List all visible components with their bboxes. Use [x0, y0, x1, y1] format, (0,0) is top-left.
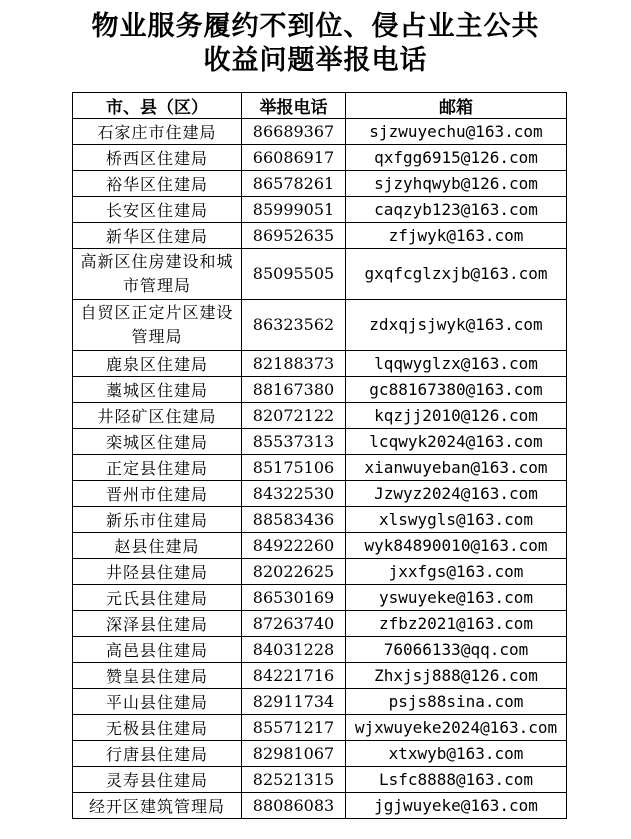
unit-cell: 井陉矿区住建局	[73, 403, 242, 429]
phone-cell: 82981067	[242, 741, 346, 767]
unit-cell: 鹿泉区住建局	[73, 351, 242, 377]
table-row	[73, 119, 567, 145]
unit-cell: 高邑县住建局	[73, 637, 242, 663]
table-row	[73, 663, 567, 689]
unit-cell: 赞皇县住建局	[73, 663, 242, 689]
email-cell: wyk84890010@163.com	[346, 533, 567, 559]
table-row	[73, 507, 567, 533]
unit-cell: 正定县住建局	[73, 455, 242, 481]
email-cell: zdxqjsjwyk@163.com	[346, 300, 567, 351]
unit-cell: 栾城区住建局	[73, 429, 242, 455]
phone-cell: 86323562	[242, 300, 346, 351]
unit-cell: 晋州市住建局	[73, 481, 242, 507]
unit-cell: 自贸区正定片区建设管理局	[73, 300, 242, 351]
unit-cell: 行唐县住建局	[73, 741, 242, 767]
unit-cell: 裕华区住建局	[73, 171, 242, 197]
unit-cell: 长安区住建局	[73, 197, 242, 223]
phone-cell: 82521315	[242, 767, 346, 793]
table-row	[73, 533, 567, 559]
table-row	[73, 481, 567, 507]
phone-cell: 88086083	[242, 793, 346, 819]
table-row	[73, 377, 567, 403]
table-row	[73, 145, 567, 171]
email-cell: xianwuyeban@163.com	[346, 455, 567, 481]
unit-cell: 高新区住房建设和城市管理局	[73, 249, 242, 300]
table-row	[73, 429, 567, 455]
unit-cell: 藁城区住建局	[73, 377, 242, 403]
table-row	[73, 585, 567, 611]
unit-cell: 桥西区住建局	[73, 145, 242, 171]
table-row	[73, 637, 567, 663]
unit-cell: 平山县住建局	[73, 689, 242, 715]
table-row	[73, 455, 567, 481]
email-cell: jxxfgs@163.com	[346, 559, 567, 585]
unit-cell: 新华区住建局	[73, 223, 242, 249]
phone-cell: 86952635	[242, 223, 346, 249]
column-header-unit: 市、县（区）	[73, 93, 242, 119]
unit-cell: 井陉县住建局	[73, 559, 242, 585]
table-row	[73, 611, 567, 637]
email-cell: kqzjj2010@126.com	[346, 403, 567, 429]
email-cell: sjzyhqwyb@126.com	[346, 171, 567, 197]
email-cell: jgjwuyeke@163.com	[346, 793, 567, 819]
phone-cell: 85999051	[242, 197, 346, 223]
table-row	[73, 741, 567, 767]
document-title-line-2: 收益问题举报电话	[203, 45, 428, 76]
phone-cell: 85095505	[242, 249, 346, 300]
table-row	[73, 715, 567, 741]
email-cell: 76066133@qq.com	[346, 637, 567, 663]
email-cell: psjs88sina.com	[346, 689, 567, 715]
table-row	[73, 197, 567, 223]
table-row	[73, 351, 567, 377]
unit-cell: 石家庄市住建局	[73, 119, 242, 145]
email-cell: yswuyeke@163.com	[346, 585, 567, 611]
phone-cell: 82188373	[242, 351, 346, 377]
unit-cell: 深泽县住建局	[73, 611, 242, 637]
email-cell: Jzwyz2024@163.com	[346, 481, 567, 507]
email-cell: wjxwuyeke2024@163.com	[346, 715, 567, 741]
email-cell: caqzyb123@163.com	[346, 197, 567, 223]
unit-cell: 赵县住建局	[73, 533, 242, 559]
column-header-email: 邮箱	[346, 93, 567, 119]
hotline-table	[72, 92, 567, 819]
table-row	[73, 793, 567, 819]
document-title-line-1: 物业服务履约不到位、侵占业主公共	[91, 11, 540, 42]
phone-cell: 87263740	[242, 611, 346, 637]
table-row	[73, 223, 567, 249]
phone-cell: 82911734	[242, 689, 346, 715]
table-header-row	[73, 93, 567, 119]
table-row	[73, 300, 567, 351]
phone-cell: 86578261	[242, 171, 346, 197]
table-row	[73, 171, 567, 197]
unit-cell: 无极县住建局	[73, 715, 242, 741]
phone-cell: 85571217	[242, 715, 346, 741]
email-cell: lqqwyglzx@163.com	[346, 351, 567, 377]
phone-cell: 88583436	[242, 507, 346, 533]
email-cell: Lsfc8888@163.com	[346, 767, 567, 793]
phone-cell: 66086917	[242, 145, 346, 171]
phone-cell: 82022625	[242, 559, 346, 585]
table-row	[73, 403, 567, 429]
email-cell: gxqfcglzxjb@163.com	[346, 249, 567, 300]
phone-cell: 85537313	[242, 429, 346, 455]
table-body	[73, 119, 567, 819]
column-header-phone: 举报电话	[242, 93, 346, 119]
email-cell: xtxwyb@163.com	[346, 741, 567, 767]
phone-cell: 82072122	[242, 403, 346, 429]
table-row	[73, 767, 567, 793]
email-cell: sjzwuyechu@163.com	[346, 119, 567, 145]
phone-cell: 88167380	[242, 377, 346, 403]
email-cell: lcqwyk2024@163.com	[346, 429, 567, 455]
table-row	[73, 249, 567, 300]
email-cell: zfbz2021@163.com	[346, 611, 567, 637]
unit-cell: 新乐市住建局	[73, 507, 242, 533]
phone-cell: 84031228	[242, 637, 346, 663]
email-cell: xlswygls@163.com	[346, 507, 567, 533]
unit-cell: 灵寿县住建局	[73, 767, 242, 793]
phone-cell: 84221716	[242, 663, 346, 689]
phone-cell: 85175106	[242, 455, 346, 481]
phone-cell: 84322530	[242, 481, 346, 507]
email-cell: qxfgg6915@126.com	[346, 145, 567, 171]
table-row	[73, 559, 567, 585]
phone-cell: 84922260	[242, 533, 346, 559]
phone-cell: 86530169	[242, 585, 346, 611]
unit-cell: 经开区建筑管理局	[73, 793, 242, 819]
email-cell: Zhxjsj888@126.com	[346, 663, 567, 689]
phone-cell: 86689367	[242, 119, 346, 145]
email-cell: gc88167380@163.com	[346, 377, 567, 403]
table-row	[73, 689, 567, 715]
unit-cell: 元氏县住建局	[73, 585, 242, 611]
email-cell: zfjwyk@163.com	[346, 223, 567, 249]
